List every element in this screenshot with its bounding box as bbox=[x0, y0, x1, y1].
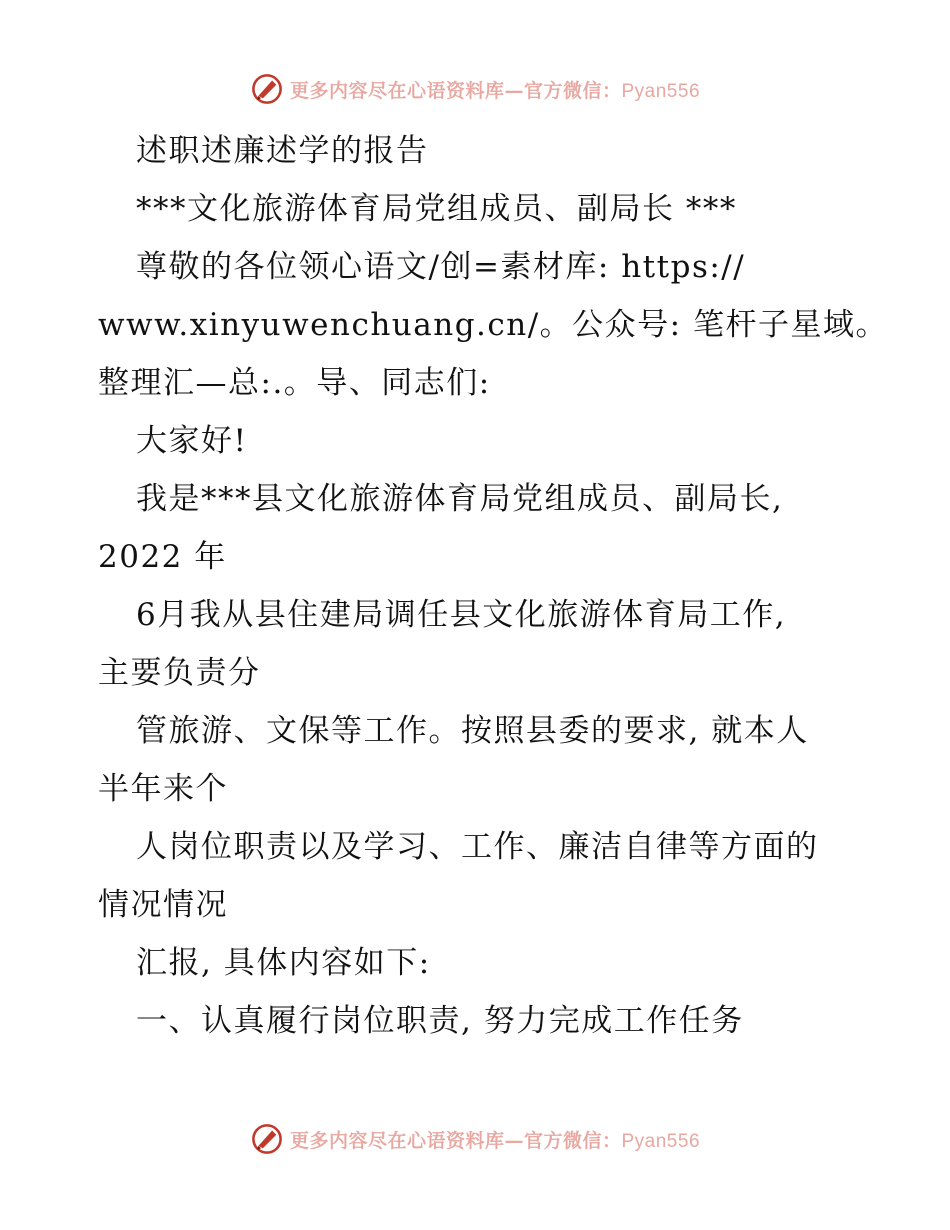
document-line: 2022 年 bbox=[98, 539, 227, 575]
document-line: 尊敬的各位领心语文/创=素材库: https:// bbox=[136, 249, 746, 285]
document-line: 大家好! bbox=[136, 423, 248, 459]
header-watermark bbox=[0, 72, 950, 106]
document-line: 6月我从县住建局调任县文化旅游体育局工作, bbox=[136, 597, 787, 633]
watermark-text-cn: 更多内容尽在心语资料库—官方微信： bbox=[289, 1129, 622, 1152]
watermark-wechat-id: Pyan556 bbox=[621, 1130, 701, 1152]
footer-watermark bbox=[0, 1122, 950, 1156]
document-line: 一、认真履行岗位职责, 努力完成工作任务 bbox=[136, 1003, 744, 1039]
watermark-text bbox=[290, 1126, 700, 1153]
document-line: 汇报, 具体内容如下: bbox=[136, 945, 431, 981]
watermark-wechat-id: Pyan556 bbox=[621, 80, 701, 102]
document-line: 半年来个 bbox=[98, 771, 228, 807]
document-line: 主要负责分 bbox=[98, 655, 261, 691]
document-line: 述职述廉述学的报告 bbox=[136, 133, 429, 169]
watermark-text-cn: 更多内容尽在心语资料库—官方微信： bbox=[289, 79, 622, 102]
document-line: 我是***县文化旅游体育局党组成员、副局长, bbox=[136, 481, 784, 517]
document-line: 人岗位职责以及学习、工作、廉洁自律等方面的 bbox=[136, 829, 819, 865]
document-line: 整理汇—总:.。导、同志们: bbox=[98, 365, 491, 401]
logo-icon bbox=[250, 72, 284, 106]
document-line: www.xinyuwenchuang.cn/。公众号: 笔杆子星域。 bbox=[98, 307, 888, 343]
watermark-text bbox=[290, 76, 700, 103]
document-body bbox=[98, 122, 888, 1050]
document-line: ***文化旅游体育局党组成员、副局长 *** bbox=[136, 191, 737, 227]
logo-icon bbox=[250, 1122, 284, 1156]
document-line: 情况情况 bbox=[98, 887, 228, 923]
document-line: 管旅游、文保等工作。按照县委的要求, 就本人 bbox=[136, 713, 809, 749]
